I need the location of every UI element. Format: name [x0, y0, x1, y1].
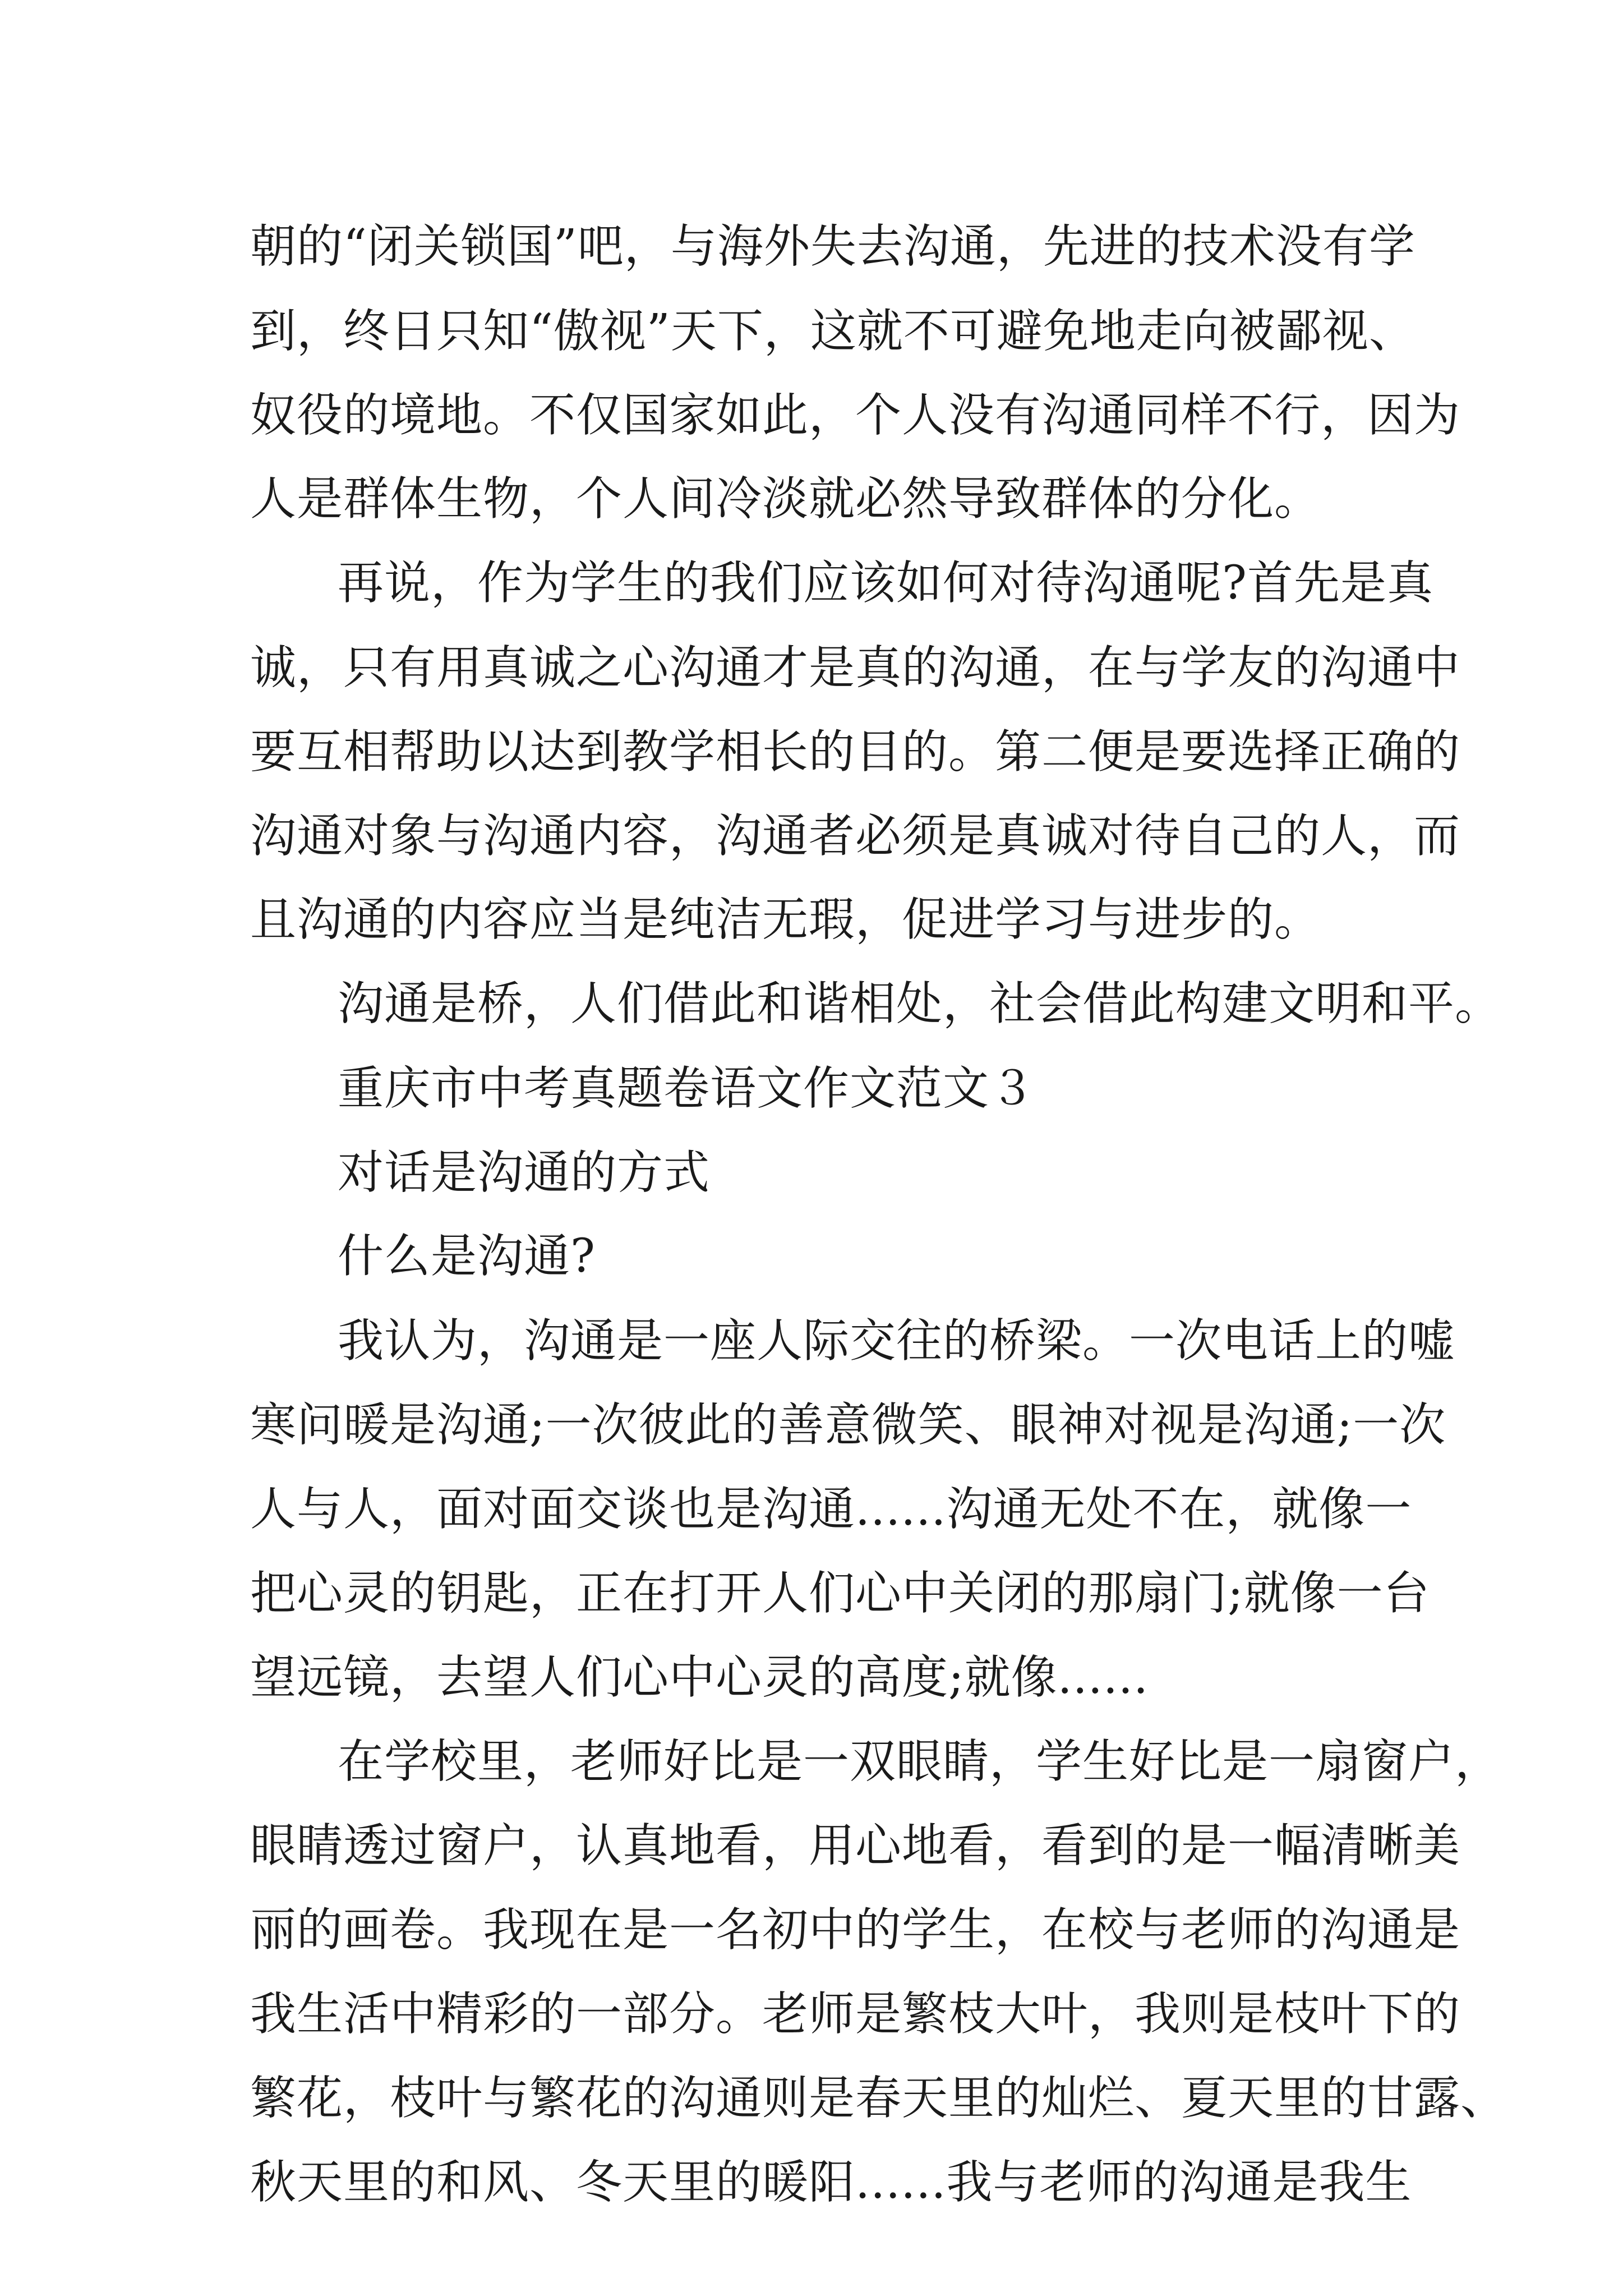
paragraph-first-line: 沟通是桥，人们借此和谐相处，社会借此构建文明和平。 [338, 977, 1502, 1030]
text-line: 秋天里的和风、冬天里的暖阳......我与老师的沟通是我生 [250, 2156, 1412, 2209]
paragraph-first-line: 再说，作为学生的我们应该如何对待沟通呢?首先是真 [338, 556, 1433, 610]
text-line: 要互相帮助以达到教学相长的目的。第二便是要选择正确的 [250, 725, 1461, 779]
text-line: 且沟通的内容应当是纯洁无瑕，促进学习与进步的。 [250, 893, 1321, 946]
text-line: 繁花，枝叶与繁花的沟通则是春天里的灿烂、夏天里的甘露、 [250, 2072, 1507, 2125]
text-line: 沟通对象与沟通内容，沟通者必须是真诚对待自己的人，而 [250, 809, 1461, 863]
essay-heading: 重庆市中考真题卷语文作文范文３ [338, 1062, 1036, 1115]
essay-title: 对话是沟通的方式 [338, 1146, 711, 1199]
text-line: 朝的“闭关锁国”吧，与海外失去沟通，先进的技术没有学 [250, 220, 1415, 273]
paragraph-first-line: 什么是沟通? [338, 1230, 596, 1283]
text-line: 到，终日只知“傲视”天下，这就不可避免地走向被鄙视、 [250, 305, 1415, 358]
text-line: 人与人，面对面交谈也是沟通......沟通无处不在，就像一 [250, 1483, 1412, 1536]
text-line: 丽的画卷。我现在是一名初中的学生，在校与老师的沟通是 [250, 1903, 1461, 1957]
text-line: 奴役的境地。不仅国家如此，个人没有沟通同样不行，因为 [250, 389, 1461, 442]
text-line: 把心灵的钥匙，正在打开人们心中关闭的那扇门;就像一台 [250, 1567, 1430, 1620]
paragraph-first-line: 我认为，沟通是一座人际交往的桥梁。一次电话上的嘘 [338, 1314, 1455, 1368]
text-line: 我生活中精彩的一部分。老师是繁枝大叶，我则是枝叶下的 [250, 1987, 1461, 2041]
text-line: 望远镜，去望人们心中心灵的高度;就像...... [250, 1651, 1149, 1704]
text-line: 诚，只有用真诚之心沟通才是真的沟通，在与学友的沟通中 [250, 641, 1461, 694]
text-line: 寒问暖是沟通;一次彼此的善意微笑、眼神对视是沟通;一次 [250, 1398, 1446, 1452]
text-line: 人是群体生物，个人间冷淡就必然导致群体的分化。 [250, 472, 1321, 526]
paragraph-first-line: 在学校里，老师好比是一双眼睛，学生好比是一扇窗户， [338, 1735, 1502, 1788]
text-line: 眼睛透过窗户，认真地看，用心地看，看到的是一幅清晰美 [250, 1819, 1461, 1872]
